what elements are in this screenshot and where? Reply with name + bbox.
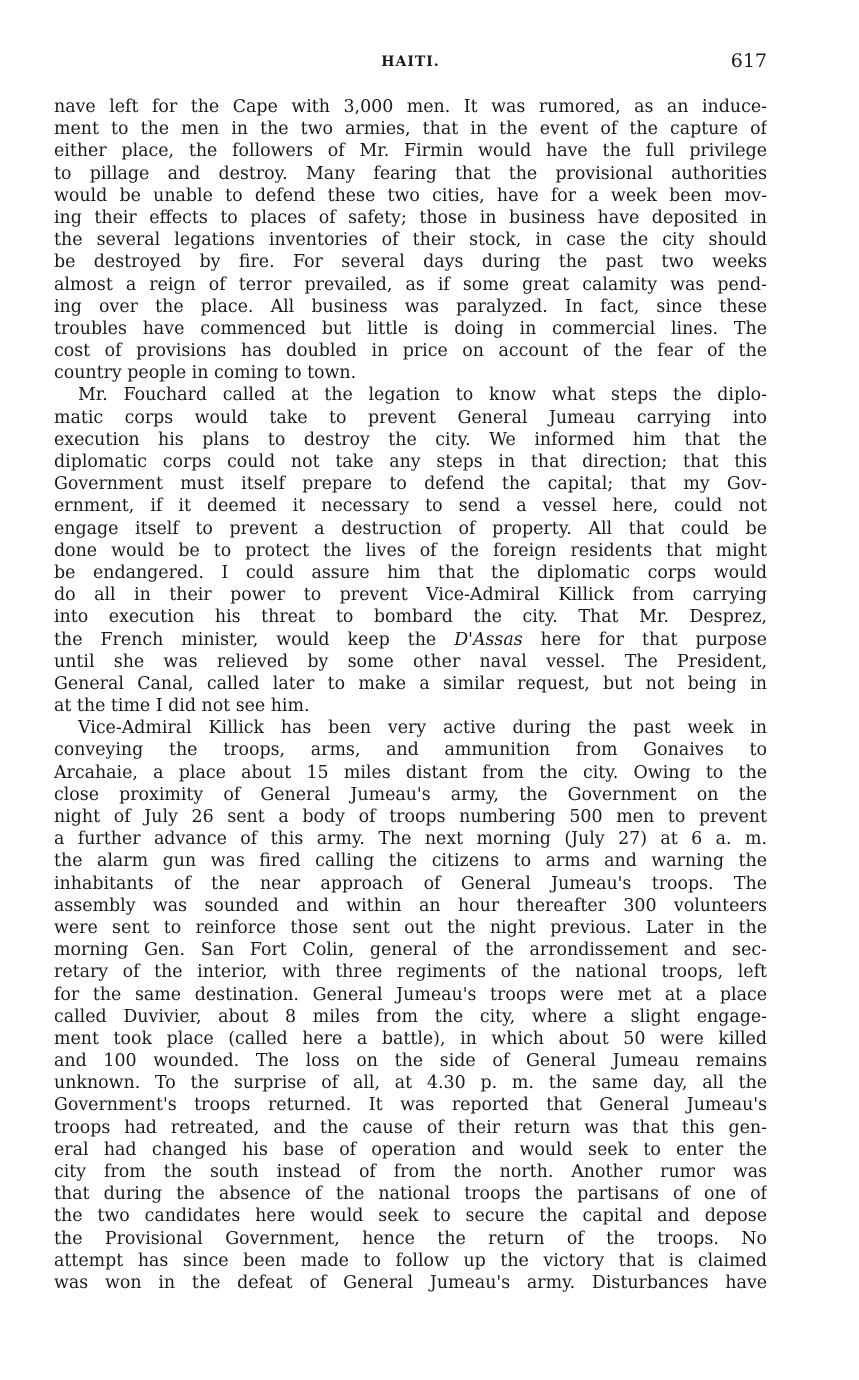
text-line: either place, the followers of Mr. Firmin would have the full privilege (54, 141, 767, 162)
text-line: ment took place (called here a battle), in which about 50 were killed (54, 1028, 767, 1049)
text-line: retary of the interior, with three regiments of the national troops, left (54, 962, 767, 983)
text-line: execution his plans to destroy the city. We informed him that the (54, 429, 767, 450)
text-line: nave left for the Cape with 3,000 men. It was rumored, as an induce- (54, 97, 767, 117)
page-number: 617 (730, 50, 767, 72)
ship-name: D'Assas (454, 629, 523, 650)
text-line: city from the south instead of from the north. Another rumor was (54, 1162, 767, 1182)
text-line: close proximity of General Jumeau's army, the Government on the (54, 784, 767, 805)
text-line: for the same destination. General Jumeau's troops were met at a place (54, 984, 767, 1005)
text-line: country people in coming to town. (54, 363, 357, 384)
text-line: ment to the men in the two armies, that in the event of the capture of (54, 119, 767, 140)
text-line: Vice-Admiral Killick has been very active during the past week in (78, 718, 767, 739)
text-line: inhabitants of the near approach of General Jumeau's troops. The (54, 873, 767, 894)
text-line: that during the absence of the national troops the partisans of one of (54, 1184, 767, 1205)
text-line: would be unable to defend these two cities, have for a week been mov- (54, 185, 767, 206)
text-line: be destroyed by fire. For several days during the past two weeks (54, 252, 767, 273)
text-line: matic corps would take to prevent General Jumeau carrying into (54, 407, 767, 428)
text-line: diplomatic corps could not take any steps in that direction; that this (54, 452, 767, 472)
text-line: the alarm gun was fired calling the citizens to arms and warning the (54, 851, 767, 872)
text-line: and 100 wounded. The loss on the side of General Jumeau remains (54, 1051, 767, 1072)
text-line: the Provisional Government, hence the return of the troops. No (54, 1228, 767, 1249)
text-line: General Canal, called later to make a similar request, but not being in (54, 673, 767, 694)
text-line: assembly was sounded and within an hour thereafter 300 volunteers (54, 895, 767, 916)
text-line: was won in the defeat of General Jumeau's army. Disturbances have (54, 1272, 767, 1293)
text-line: be endangered. I could assure him that the diplomatic corps would (54, 562, 767, 583)
text-line: into execution his threat to bombard the city. That Mr. Desprez, (54, 607, 767, 628)
text-line: night of July 26 sent a body of troops numbering 500 men to prevent (54, 807, 767, 827)
text-line: do all in their power to prevent Vice-Admiral Killick from carrying (54, 585, 767, 606)
text-line: eral had changed his base of operation and would seek to enter the (54, 1139, 767, 1160)
text-line: the two candidates here would seek to secure the capital and depose (54, 1206, 767, 1227)
text-line: Government's troops returned. It was reported that General Jumeau's (54, 1095, 767, 1116)
text-line: ing their effects to places of safety; those in business have deposited in (54, 207, 767, 228)
text-segment: the French minister, would keep the (54, 629, 455, 650)
text-line: unknown. To the surprise of all, at 4.30 p. m. the same day, all the (54, 1073, 767, 1094)
body-text (54, 96, 767, 1294)
text-line: called Duvivier, about 8 miles from the city, where a slight engage- (54, 1006, 767, 1027)
text-line: the several legations inventories of their stock, in case the city should (54, 230, 767, 251)
text-line: conveying the troops, arms, and ammunition from Gonaives to (54, 740, 767, 761)
text-line: ing over the place. All business was paralyzed. In fact, since these (54, 296, 767, 317)
text-line: engage itself to prevent a destruction of property. All that could be (54, 518, 767, 539)
text-line: Government must itself prepare to defend the capital; that my Gov- (54, 474, 767, 495)
text-segment: here for that purpose (522, 629, 767, 650)
text-line: troops had retreated, and the cause of their return was that this gen- (54, 1117, 767, 1138)
text-line: attempt has since been made to follow up the victory that is claimed (54, 1250, 767, 1271)
text-line: to pillage and destroy. Many fearing that the provisional authorities (54, 163, 767, 184)
text-line: morning Gen. San Fort Colin, general of the arrondissement and sec- (54, 940, 767, 961)
text-line: done would be to protect the lives of the foreign residents that might (54, 540, 767, 561)
running-title: HAITI. (381, 54, 440, 70)
text-line: until she was relieved by some other naval vessel. The President, (54, 651, 767, 672)
text-line: Mr. Fouchard called at the legation to know what steps the diplo- (78, 385, 767, 406)
text-line: troubles have commenced but little is doing in commercial lines. The (54, 318, 767, 339)
text-line: were sent to reinforce those sent out the night previous. Later in the (54, 917, 767, 938)
text-line: a further advance of this army. The next morning (July 27) at 6 a. m. (54, 829, 767, 850)
text-line-with-ship (54, 629, 767, 651)
text-line: Arcahaie, a place about 15 miles distant from the city. Owing to the (54, 762, 767, 783)
running-head (54, 50, 767, 74)
text-line: almost a reign of terror prevailed, as if some great calamity was pend- (54, 274, 767, 295)
text-line: cost of provisions has doubled in price on account of the fear of the (54, 341, 767, 362)
text-line: at the time I did not see him. (54, 696, 310, 717)
text-line: ernment, if it deemed it necessary to send a vessel here, could not (54, 496, 767, 517)
